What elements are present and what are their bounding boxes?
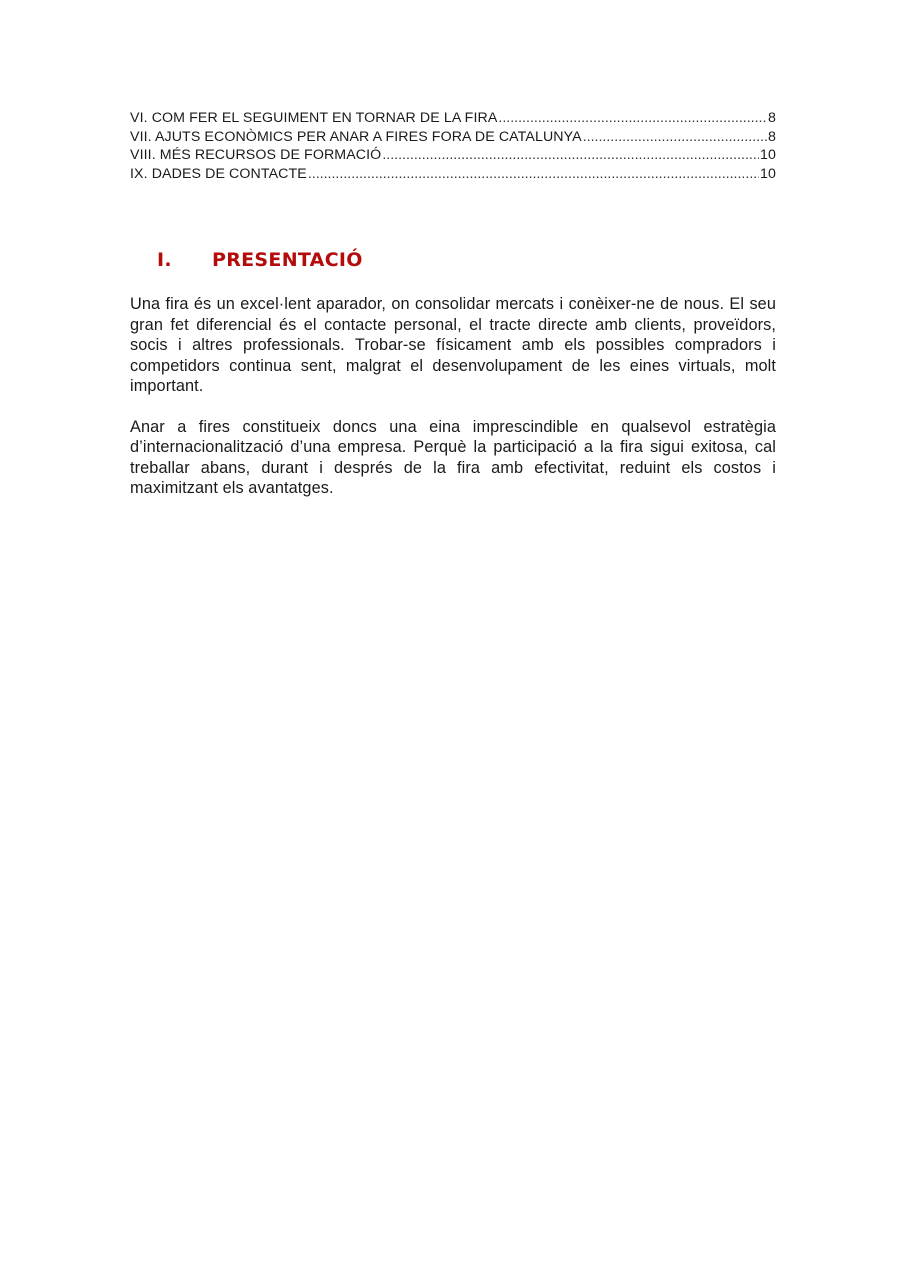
paragraph: Una fira és un excel·lent aparador, on consolidar mercats i conèixer-ne de nous. El seu gran fet diferencial és el contacte personal, el tracte directe amb clients, proveïdors, socis i altres professionals. Trobar-se físicament amb els possibles compradors i competidors continua sent, malgrat el desenvolupament de les eines virtuals, molt important. [130,295,776,395]
table-of-contents [130,109,776,183]
toc-entry[interactable] [130,109,776,128]
toc-entry-page: 8 [768,128,776,145]
toc-entry-title: VI. COM FER EL SEGUIMENT EN TORNAR DE LA FIRA [130,110,498,126]
toc-entry[interactable] [130,165,776,184]
paragraph: Anar a fires constitueix doncs una eina imprescindible en qualsevol estratègia d’internacionalització d’una empresa. Perquè la participació a la fira sigui exitosa, cal treballar abans, durant i després de la fira amb efectivitat, reduint els costos i maximitzant els avantatges. [130,417,776,497]
toc-entry-title: VII. AJUTS ECONÒMICS PER ANAR A FIRES FORA DE CATALUNYA [130,128,582,145]
section-number: I. [157,249,172,271]
toc-dot-leader [382,146,759,165]
toc-dot-leader [498,109,767,128]
toc-dot-leader [308,165,759,184]
section-title: PRESENTACIÓ [212,249,363,271]
toc-entry[interactable] [130,146,776,165]
toc-entry-page: 10 [760,165,776,182]
toc-entry-title: VIII. MÉS RECURSOS DE FORMACIÓ [130,147,382,163]
section-heading [157,249,363,271]
section-body [130,294,776,519]
toc-entry-page: 8 [768,110,776,126]
toc-entry-title: IX. DADES DE CONTACTE [130,165,307,182]
toc-entry[interactable] [130,128,776,147]
toc-dot-leader [583,128,767,147]
toc-entry-page: 10 [760,147,776,163]
